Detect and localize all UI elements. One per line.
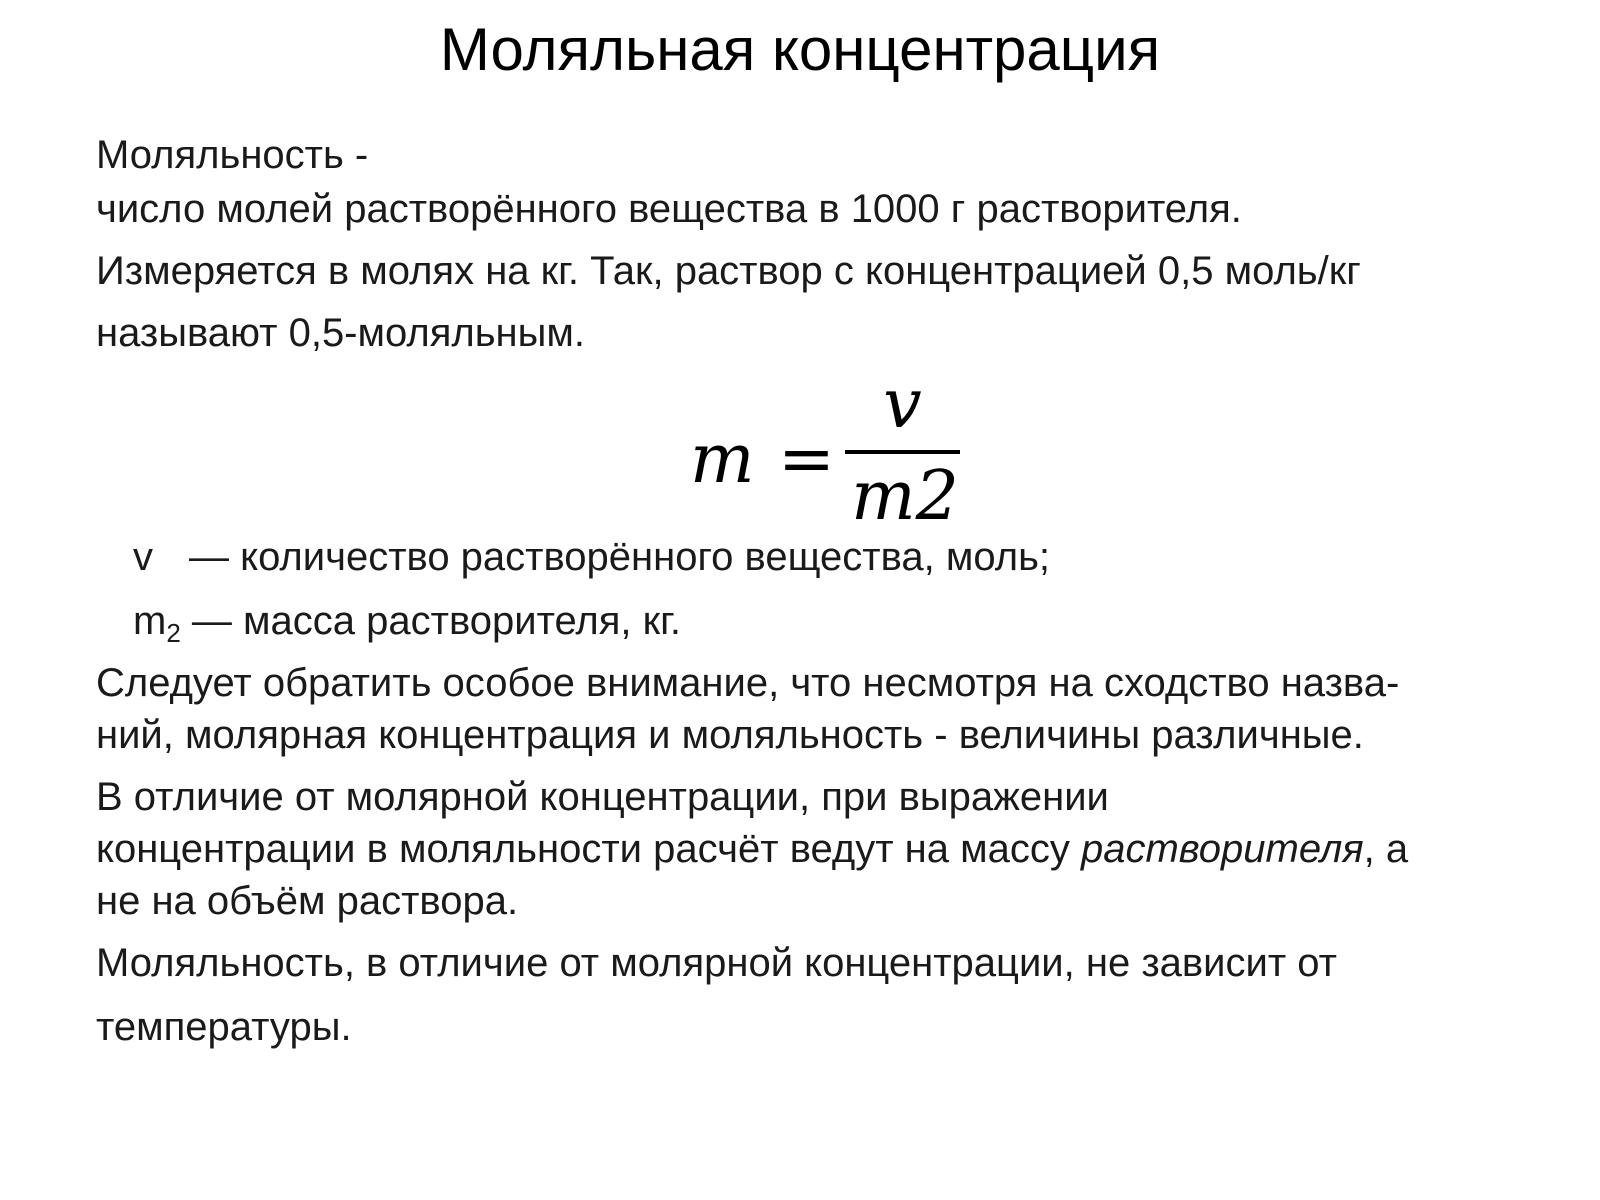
formula-lhs: m [690, 420, 755, 499]
note3-line-2: температуры. [96, 1005, 352, 1049]
slide-title: Моляльная концентрация [439, 16, 1161, 83]
formula-fraction-bar [845, 450, 960, 454]
note3-line-1: Моляльность, в отличие от молярной концентрации, не зависит от [96, 941, 1337, 985]
legend-m2-subscript: 2 [166, 618, 181, 648]
units-line-2: называют 0,5-моляльным. [96, 311, 586, 355]
note2-line-2 [96, 824, 1408, 874]
note2-line-1: В отличие от молярной концентрации, при выражении [96, 775, 1109, 819]
formula-equals: = [778, 420, 835, 499]
legend-m2-text: — масса растворителя, кг. [191, 599, 681, 643]
note2-line-2-b: , а [1363, 827, 1409, 871]
note2-line-2-emphasis: растворителя [1080, 827, 1364, 871]
legend-m2 [133, 596, 681, 658]
legend-v-text: — количество растворённого вещества, моль; [189, 535, 1051, 579]
note2-line-3: не на объём раствора. [96, 879, 519, 923]
note2-line-2-a: концентрации в моляльности расчёт ведут на массу [96, 827, 1081, 871]
formula-numerator: v [883, 365, 922, 444]
formula-denominator: m2 [851, 457, 959, 536]
molality-formula [690, 365, 990, 540]
units-line-1: Измеряется в молях на кг. Так, раствор с концентрацией 0,5 моль/кг [96, 249, 1361, 293]
legend-v-symbol: v [133, 535, 153, 579]
note1-line-2: ний, молярная концентрация и моляльность - величины различные. [96, 713, 1364, 757]
definition-line-1: Моляльность - [96, 133, 369, 177]
definition-line-2: число молей растворённого вещества в 1000 г растворителя. [96, 187, 1242, 231]
legend-m2-symbol: m [133, 599, 167, 643]
note1-line-1: Следует обратить особое внимание, что несмотря на сходство назва- [96, 661, 1400, 705]
legend-v [133, 532, 1050, 582]
